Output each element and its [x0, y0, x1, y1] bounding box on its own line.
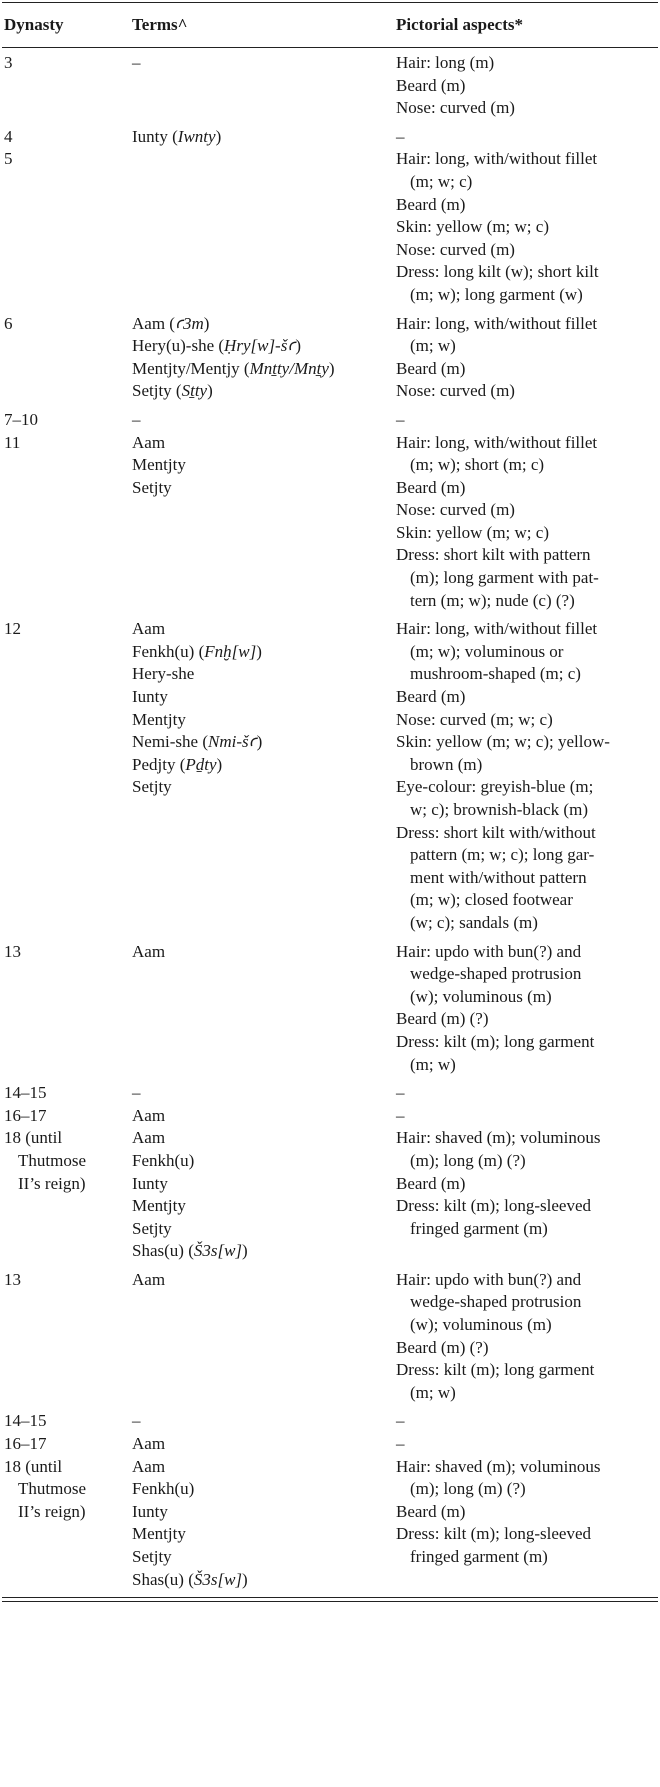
term-transliteration: ꜥ3m	[174, 313, 204, 333]
term-line	[132, 126, 382, 149]
table-row	[0, 1456, 660, 1592]
pictorial-line: Hair: long, with/without fillet	[396, 313, 598, 333]
pictorial-line: Nose: curved (m)	[396, 98, 515, 118]
term-line	[132, 618, 382, 641]
pictorial-line: pattern (m; w; c); long gar-	[410, 845, 595, 865]
term-line	[132, 941, 382, 964]
term-line	[132, 1546, 382, 1569]
term-line	[132, 409, 382, 432]
dynasty-cell	[0, 618, 118, 934]
terms-cell	[118, 618, 382, 934]
term-line	[132, 52, 382, 75]
term-text: Hery(u)-she (	[132, 336, 225, 356]
pictorial-line: (m); long (m) (?)	[410, 1479, 526, 1499]
term-text: Setjty	[132, 1547, 172, 1566]
term-text: Shas(u) (	[132, 1569, 194, 1589]
pictorial-cell	[382, 618, 660, 934]
table-row	[0, 1433, 660, 1456]
pictorial-line: fringed garment (m)	[410, 1547, 548, 1566]
pictorial-line: wedge-shaped protrusion	[410, 964, 582, 984]
term-text: )	[328, 358, 335, 378]
term-text: )	[203, 313, 210, 333]
term-line	[132, 731, 382, 754]
pictorial-line: Hair: long, with/without fillet	[396, 149, 598, 169]
table-row	[0, 941, 660, 1083]
dynasty-line: 14–15	[4, 1411, 47, 1431]
term-text: )	[256, 641, 262, 661]
pictorial-line: Dress: short kilt with pattern	[396, 545, 591, 565]
terms-cell	[118, 1433, 382, 1456]
pictorial-line: Hair: long (m)	[396, 53, 495, 72]
terms-cell	[118, 1082, 382, 1105]
table-row	[0, 432, 660, 619]
pictorial-cell	[382, 313, 660, 403]
term-line	[132, 1569, 382, 1592]
pictorial-line: (m; w; c)	[410, 171, 473, 191]
term-line	[132, 1127, 382, 1150]
term-text: )	[242, 1569, 248, 1589]
dynasty-cell	[0, 1269, 118, 1405]
term-text: Aam	[132, 1269, 166, 1289]
term-line	[132, 1501, 382, 1524]
term-text: )	[242, 1241, 248, 1261]
term-text: Aam	[132, 1456, 166, 1476]
term-line	[132, 313, 382, 336]
term-text: –	[132, 1083, 141, 1103]
term-text: Nemi-she (	[132, 732, 209, 752]
term-line	[132, 432, 382, 455]
header-dynasty: Dynasty	[4, 15, 64, 34]
term-transliteration: Ḥry[w]-šꜥ	[224, 336, 296, 356]
header-pictorial-aspects: Pictorial aspects*	[396, 15, 523, 34]
pictorial-cell	[382, 126, 660, 149]
term-text: Hery-she	[132, 664, 195, 684]
dynasty-line: 4	[4, 126, 13, 146]
pictorial-line: tern (m; w); nude (c) (?)	[410, 590, 575, 610]
pictorial-cell	[382, 1433, 660, 1456]
term-line	[132, 663, 382, 686]
pictorial-line: Hair: long, with/without fillet	[396, 619, 598, 639]
dynasty-cell	[0, 409, 118, 432]
dynasty-table	[0, 2, 660, 1602]
pictorial-line: –	[396, 1105, 405, 1125]
pictorial-line: Beard (m)	[396, 194, 466, 214]
term-text: )	[295, 336, 302, 356]
header-terms: Terms^	[132, 15, 188, 34]
term-text: Fenkh(u) (	[132, 641, 205, 661]
pictorial-line: (w); voluminous (m)	[410, 986, 552, 1006]
term-line	[132, 1105, 382, 1128]
term-line	[132, 477, 382, 500]
pictorial-line: ment with/without pattern	[410, 867, 587, 887]
term-text: Mentjty	[132, 709, 186, 729]
term-text: Shas(u) (	[132, 1241, 194, 1261]
pictorial-line: –	[396, 126, 405, 146]
pictorial-line: –	[396, 409, 405, 429]
term-text: –	[132, 409, 141, 429]
term-transliteration: Š3s[w]	[193, 1569, 243, 1589]
term-line	[132, 1523, 382, 1546]
pictorial-line: mushroom-shaped (m; c)	[410, 664, 581, 684]
term-text: Pedjty (	[132, 754, 186, 774]
dynasty-cell	[0, 1456, 118, 1592]
pictorial-line: Beard (m)	[396, 687, 466, 707]
dynasty-line: Thutmose	[18, 1479, 86, 1499]
pictorial-line: (m; w); voluminous or	[410, 641, 564, 661]
pictorial-line: Nose: curved (m; w; c)	[396, 709, 553, 729]
term-line	[132, 754, 382, 777]
table-bottom-rule-double	[2, 1601, 658, 1602]
pictorial-line: (m; w); short (m; c)	[410, 455, 545, 475]
pictorial-cell	[382, 941, 660, 1077]
term-text: Iunty (	[132, 126, 178, 146]
table-row	[0, 409, 660, 432]
terms-cell	[118, 409, 382, 432]
pictorial-cell	[382, 52, 660, 120]
pictorial-line: (w; c); sandals (m)	[410, 912, 538, 932]
dynasty-line: 16–17	[4, 1434, 47, 1454]
term-text: Iunty	[132, 687, 168, 707]
pictorial-line: Hair: long, with/without fillet	[396, 432, 598, 452]
dynasty-cell	[0, 1105, 118, 1128]
term-line	[132, 1410, 382, 1433]
pictorial-line: Hair: updo with bun(?) and	[396, 1269, 582, 1289]
dynasty-cell	[0, 1433, 118, 1456]
pictorial-line: Beard (m)	[396, 477, 466, 497]
terms-cell	[118, 941, 382, 1077]
term-transliteration: Nmi-šꜥ	[208, 732, 257, 752]
terms-cell	[118, 1105, 382, 1128]
dynasty-line: II’s reign)	[18, 1173, 86, 1193]
pictorial-line: (m; w)	[410, 336, 456, 356]
pictorial-line: Dress: kilt (m); long garment	[396, 1031, 595, 1051]
table-row	[0, 1127, 660, 1269]
pictorial-line: Nose: curved (m)	[396, 381, 515, 401]
pictorial-line: (m; w)	[410, 1054, 456, 1074]
pictorial-cell	[382, 1410, 660, 1433]
term-text: Mentjty	[132, 1196, 186, 1216]
pictorial-line: Beard (m)	[396, 75, 466, 95]
pictorial-line: brown (m)	[410, 754, 483, 774]
term-line	[132, 641, 382, 664]
term-transliteration: Fnḫ[w]	[204, 641, 257, 661]
term-line	[132, 380, 382, 403]
dynasty-line: 5	[4, 149, 13, 169]
dynasty-line: 12	[4, 619, 21, 639]
term-line	[132, 1150, 382, 1173]
pictorial-line: –	[396, 1411, 405, 1431]
pictorial-line: Beard (m)	[396, 1501, 466, 1521]
dynasty-line: 6	[4, 313, 13, 333]
term-text: Iunty	[132, 1173, 168, 1193]
dynasty-line: 16–17	[4, 1105, 47, 1125]
pictorial-line: Beard (m)	[396, 1173, 466, 1193]
pictorial-line: Dress: long kilt (w); short kilt	[396, 262, 599, 282]
dynasty-line: Thutmose	[18, 1150, 86, 1170]
table-row	[0, 1082, 660, 1105]
terms-cell	[118, 148, 382, 306]
term-text: Aam	[132, 619, 166, 639]
term-line	[132, 1218, 382, 1241]
term-text: Fenkh(u)	[132, 1479, 195, 1499]
pictorial-line: Dress: kilt (m); long-sleeved	[396, 1196, 591, 1216]
pictorial-cell	[382, 1127, 660, 1263]
term-text: Aam (	[132, 313, 175, 333]
table-row	[0, 618, 660, 940]
term-text: Setjty	[132, 477, 172, 497]
dynasty-cell	[0, 1410, 118, 1433]
table-row	[0, 126, 660, 149]
pictorial-line: Beard (m) (?)	[396, 1337, 489, 1357]
term-text: Iunty	[132, 1501, 168, 1521]
pictorial-cell	[382, 1105, 660, 1128]
term-transliteration: Mnṯty/Mnṯy	[249, 358, 329, 378]
pictorial-line: –	[396, 1083, 405, 1103]
pictorial-line: Hair: updo with bun(?) and	[396, 941, 582, 961]
pictorial-line: (m; w); long garment (w)	[410, 284, 583, 304]
term-line	[132, 148, 382, 171]
pictorial-line: Skin: yellow (m; w; c)	[396, 217, 549, 237]
term-text: Mentjty	[132, 1524, 186, 1544]
dynasty-cell	[0, 126, 118, 149]
pictorial-line: –	[396, 1434, 405, 1454]
table-header	[0, 3, 660, 47]
table-row	[0, 1410, 660, 1433]
pictorial-line: Hair: shaved (m); voluminous	[396, 1128, 601, 1148]
pictorial-line: Dress: short kilt with/without	[396, 822, 596, 842]
term-transliteration: Š3s[w]	[193, 1241, 243, 1261]
terms-cell	[118, 432, 382, 613]
term-text: Aam	[132, 1105, 166, 1125]
terms-cell	[118, 1410, 382, 1433]
table-row	[0, 1269, 660, 1411]
pictorial-line: Hair: shaved (m); voluminous	[396, 1456, 601, 1476]
dynasty-line: II’s reign)	[18, 1501, 86, 1521]
terms-cell	[118, 1127, 382, 1263]
dynasty-line: 14–15	[4, 1083, 47, 1103]
term-line	[132, 1456, 382, 1479]
term-line	[132, 358, 382, 381]
terms-cell	[118, 1456, 382, 1592]
dynasty-cell	[0, 1082, 118, 1105]
pictorial-line: w; c); brownish-black (m)	[410, 800, 588, 819]
term-text: Aam	[132, 1128, 166, 1148]
pictorial-line: Eye-colour: greyish-blue (m;	[396, 777, 594, 797]
pictorial-cell	[382, 409, 660, 432]
term-line	[132, 1433, 382, 1456]
term-text: Setjty	[132, 1218, 172, 1238]
pictorial-cell	[382, 1269, 660, 1405]
term-text: )	[215, 126, 222, 146]
term-transliteration: Iwnty	[177, 126, 216, 146]
pictorial-line: (m); long garment with pat-	[410, 568, 599, 588]
dynasty-cell	[0, 432, 118, 613]
term-line	[132, 776, 382, 799]
dynasty-line: 18 (until	[4, 1456, 63, 1476]
pictorial-line: wedge-shaped protrusion	[410, 1292, 582, 1312]
term-text: )	[216, 754, 223, 774]
pictorial-line: Dress: kilt (m); long-sleeved	[396, 1524, 591, 1544]
term-text: )	[207, 381, 213, 401]
term-text: Aam	[132, 1434, 166, 1454]
term-transliteration: Sṯty	[181, 381, 208, 401]
term-line	[132, 709, 382, 732]
dynasty-line: 13	[4, 1269, 21, 1289]
pictorial-cell	[382, 432, 660, 613]
term-text: Fenkh(u)	[132, 1150, 195, 1170]
term-transliteration: Pḏty	[185, 754, 217, 774]
term-line	[132, 1269, 382, 1292]
dynasty-cell	[0, 148, 118, 306]
pictorial-line: fringed garment (m)	[410, 1218, 548, 1238]
term-line	[132, 1240, 382, 1263]
table-row	[0, 148, 660, 312]
dynasty-cell	[0, 941, 118, 1077]
term-line	[132, 1195, 382, 1218]
term-line	[132, 1082, 382, 1105]
pictorial-line: Beard (m)	[396, 358, 466, 378]
table-bottom-rule	[2, 1597, 658, 1598]
terms-cell	[118, 313, 382, 403]
term-line	[132, 1173, 382, 1196]
pictorial-cell	[382, 148, 660, 306]
term-line	[132, 1478, 382, 1501]
term-text: Setjty (	[132, 381, 182, 401]
term-line	[132, 454, 382, 477]
term-text: –	[132, 1411, 141, 1431]
term-text: )	[256, 732, 263, 752]
pictorial-line: Skin: yellow (m; w; c)	[396, 522, 549, 542]
pictorial-line: Nose: curved (m)	[396, 239, 515, 259]
dynasty-line: 3	[4, 53, 13, 72]
term-text: –	[132, 53, 141, 72]
pictorial-line: Beard (m) (?)	[396, 1009, 489, 1029]
pictorial-cell	[382, 1082, 660, 1105]
dynasty-line: 13	[4, 941, 21, 961]
dynasty-line: 7–10	[4, 409, 38, 429]
dynasty-cell	[0, 1127, 118, 1263]
pictorial-cell	[382, 1456, 660, 1592]
pictorial-line: (w); voluminous (m)	[410, 1315, 552, 1335]
terms-cell	[118, 126, 382, 149]
pictorial-line: Nose: curved (m)	[396, 500, 515, 520]
term-text: Mentjty	[132, 455, 186, 475]
term-text: Setjty	[132, 777, 172, 797]
table-body	[0, 48, 660, 1591]
pictorial-line: (m); long (m) (?)	[410, 1150, 526, 1170]
dynasty-line: 11	[4, 432, 21, 452]
terms-cell	[118, 1269, 382, 1405]
pictorial-line: (m; w); closed footwear	[410, 890, 573, 910]
dynasty-cell	[0, 52, 118, 120]
term-text: Aam	[132, 432, 166, 452]
term-text: Aam	[132, 941, 166, 961]
dynasty-line: 18 (until	[4, 1128, 63, 1148]
table-row	[0, 1105, 660, 1128]
term-text: Mentjty/Mentjy (	[132, 358, 250, 378]
table-row	[0, 52, 660, 126]
pictorial-line: (m; w)	[410, 1382, 456, 1402]
term-line	[132, 335, 382, 358]
term-line	[132, 686, 382, 709]
table-row	[0, 313, 660, 409]
pictorial-line: Dress: kilt (m); long garment	[396, 1360, 595, 1380]
pictorial-line: Skin: yellow (m; w; c); yellow-	[396, 732, 610, 752]
terms-cell	[118, 52, 382, 120]
dynasty-cell	[0, 313, 118, 403]
